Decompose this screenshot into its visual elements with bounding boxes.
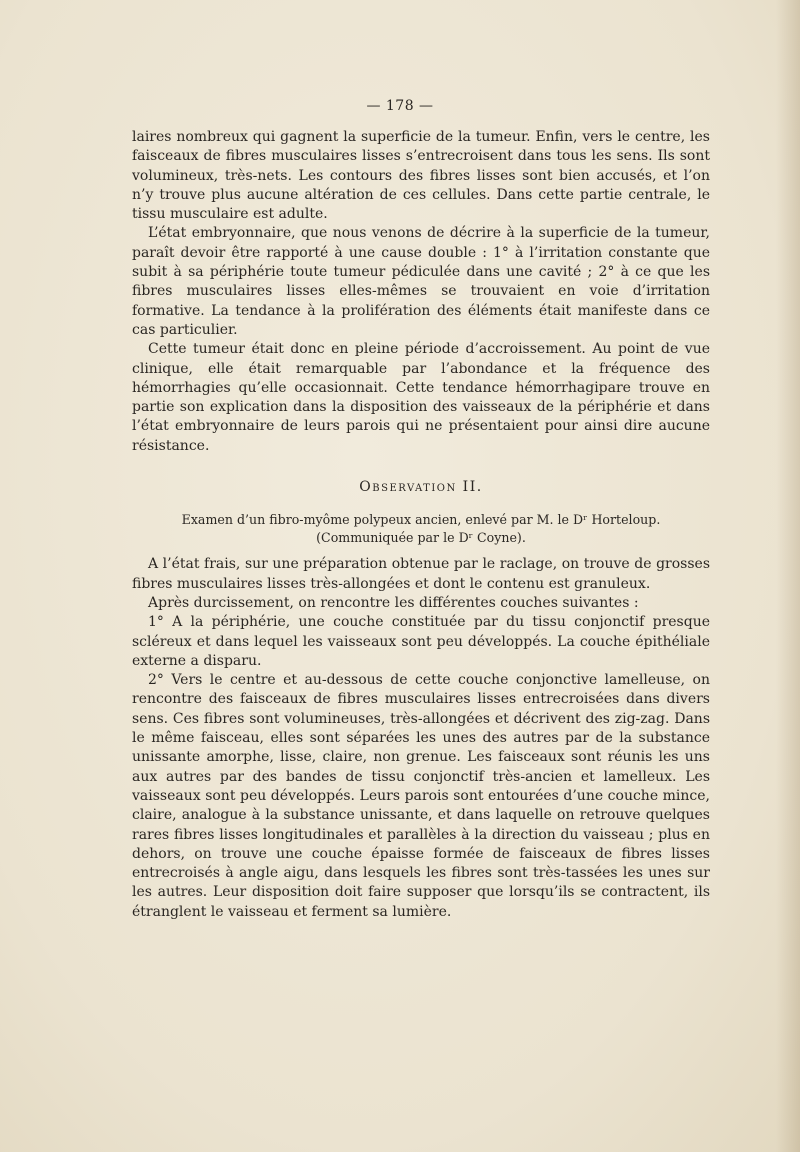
note-line: Examen d’un fibro-myôme polypeux ancien, enlevé par M. le Dʳ Horteloup. xyxy=(181,512,661,528)
paragraph: laires nombreux qui gagnent la superficie de la tumeur. Enfin, vers le centre, les faisceaux de fibres musculaires lisses s’entrecroisent dans tous les sens. Ils sont volumineux, très-nets. Les contours des fibres lisses sont bien accusés, et l’on n’y trouve plus aucune altération de ces cellules. Dans cette partie centrale, le tissu musculaire est adulte. xyxy=(132,129,710,223)
paragraph: L’état embryonnaire, que nous venons de décrire à la superficie de la tumeur, paraît devoir être rapporté à une cause double : 1° à l’irritation constante que subit à sa périphérie toute tumeur pédiculée dans une cavité ; 2° à ce que les fibres musculaires lisses elles-mêmes se trouvaient en voie d’irritation formative. La tendance à la prolifération des éléments était manifeste dans ce cas particulier. xyxy=(132,225,710,338)
paragraph: Cette tumeur était donc en pleine période d’accroissement. Au point de vue clinique, elle était remarquable par l’abondance et la fréquence des hémorrhagies qu’elle occasionnait. Cette tendance hémorrhagipare trouve en partie son explication dans la disposition des vaisseaux de la périphérie et dans l’état embryonnaire de leurs parois qui ne présentaient pour ainsi dire aucune résistance. xyxy=(132,341,710,454)
paragraph: Après durcissement, on rencontre les différentes couches suivantes : xyxy=(148,594,639,611)
paragraph: A l’état frais, sur une préparation obtenue par le raclage, on trouve de grosses fibres musculaires lisses très-allongées et dont le contenu est granuleux. xyxy=(132,556,710,592)
paragraph: 1° A la périphérie, une couche constituée par du tissu conjonctif presque scléreux et dans lequel les vaisseaux sont peu développés. La couche épithéliale externe a disparu. xyxy=(132,614,710,669)
observation-note xyxy=(132,511,710,547)
page-number: — 178 — xyxy=(366,98,434,114)
note-line: (Communiquée par le Dʳ Coyne). xyxy=(316,530,526,546)
page-body xyxy=(132,128,710,922)
section-heading: Observation II. xyxy=(359,479,483,496)
paragraph: 2° Vers le centre et au-dessous de cette couche conjonctive lamelleuse, on rencontre des faisceaux de fibres musculaires lisses entrecroisées dans divers sens. Ces fibres sont volumineuses, très-allongées et décrivent des zig-zag. Dans le même faisceau, elles sont séparées les unes des autres par de la substance unissante amorphe, lisse, claire, non grenue. Les faisceaux sont réunis les uns aux autres par des bandes de tissu conjonctif très-ancien et lamelleux. Les vaisseaux sont peu développés. Leurs parois sont entourées d’une couche mince, claire, analogue à la substance unissante, et dans laquelle on retrouve quelques rares fibres lisses longitudinales et parallèles à la direction du vaisseau ; plus en dehors, on trouve une couche épaisse formée de faisceaux de fibres lisses entrecroisés à angle aigu, dans lesquels les fibres sont très-tassées les unes sur les autres. Leur disposition doit faire supposer que lorsqu’ils se contractent, ils étranglent le vaisseau et ferment sa lumière. xyxy=(132,672,710,920)
